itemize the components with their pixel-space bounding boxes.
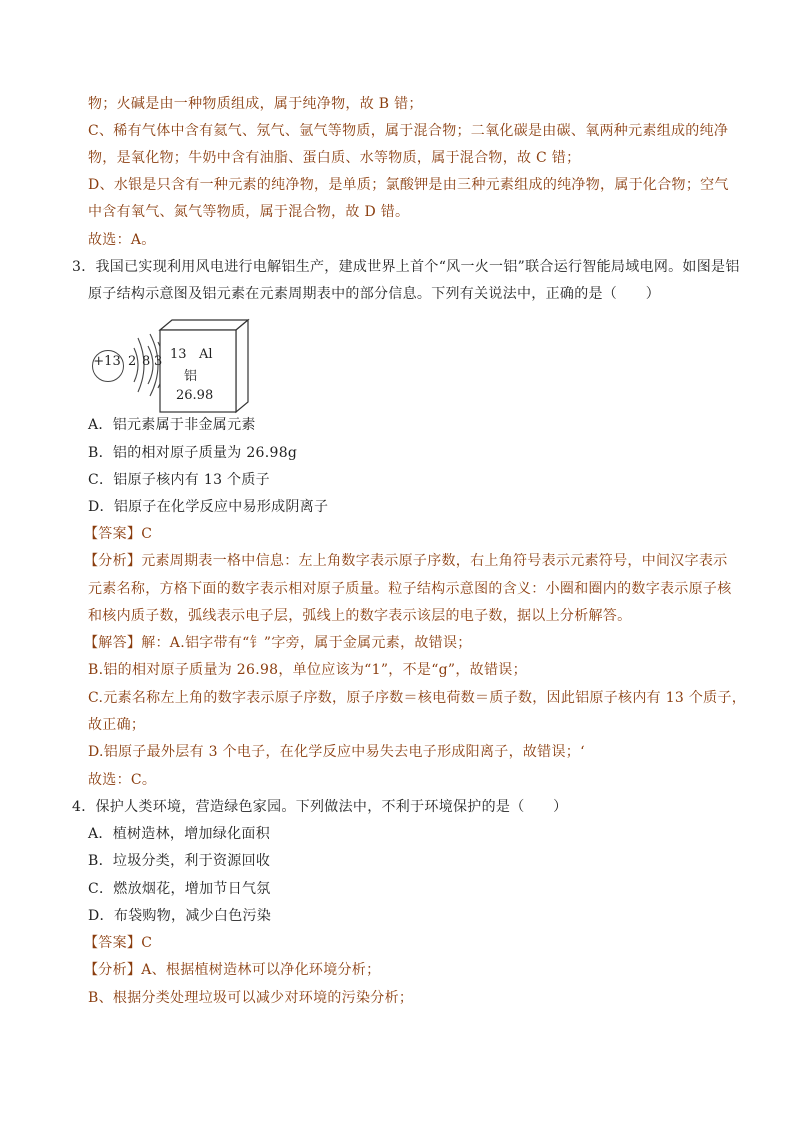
q3-analysis-line-1: 【分析】元素周期表一格中信息：左上角数字表示原子序数，右上角符号表示元素符号，中间汉字表示 [84, 553, 728, 569]
prev-choice-line: 故选：A。 [88, 232, 156, 248]
q3-option-c: C．铝原子核内有 13 个质子 [88, 472, 270, 488]
prev-explanation-line-3: 物，是氧化物；牛奶中含有油脂、蛋白质、水等物质，属于混合物，故 C 错； [88, 150, 581, 166]
q3-answer: 【答案】C [84, 526, 153, 542]
prev-explanation-line-1: 物；火碱是由一种物质组成，属于纯净物，故 B 错； [88, 96, 423, 112]
q4-option-a: A．植树造林，增加绿化面积 [88, 826, 271, 842]
q3-solution-line-3: C.元素名称左上角的数字表示原子序数，原子序数＝核电荷数＝质子数，因此铝原子核内有 13 个质子， [88, 690, 747, 706]
q4-analysis-line-2: B、根据分类处理垃圾可以减少对环境的污染分析； [88, 990, 414, 1006]
q4-option-b: B．垃圾分类，利于资源回收 [88, 853, 271, 869]
q3-analysis-line-2: 元素名称，方格下面的数字表示相对原子质量。粒子结构示意图的含义：小圈和圈内的数字表示原子核 [88, 581, 732, 597]
aluminum-structure-diagram [88, 314, 278, 414]
q3-solution-line-4: 故正确； [88, 717, 146, 733]
nucleus-charge: +13 [93, 354, 121, 369]
q4-stem: 4．保护人类环境，营造绿色家园。下列做法中，不利于环境保护的是（ ） [72, 799, 568, 815]
q3-stem-line-1: 3．我国已实现利用风电进行电解铝生产，建成世界上首个“风一火一铝”联合运行智能局域电网。如图是铝 [72, 259, 740, 275]
q3-stem-line-2: 原子结构示意图及铝元素在元素周期表中的部分信息。下列有关说法中，正确的是（ ） [88, 286, 660, 302]
tile-atomic-number: 13 [170, 347, 187, 362]
prev-explanation-line-5: 中含有氧气、氮气等物质，属于混合物，故 D 错。 [88, 204, 410, 220]
q4-analysis-line-1: 【分析】A、根据植树造林可以净化环境分析； [84, 962, 381, 978]
shell-3-electrons: 3 [154, 354, 163, 369]
tile-atomic-mass: 26.98 [176, 388, 214, 403]
q3-option-d: D．铝原子在化学反应中易形成阴离子 [88, 499, 329, 515]
q3-solution-line-5: D.铝原子最外层有 3 个电子，在化学反应中易失去电子形成阳离子，故错误；‘ [88, 744, 585, 760]
q3-solution-line-1: 【解答】解：A.铝字带有“钅”字旁，属于金属元素，故错误； [84, 635, 472, 651]
tile-element-symbol: Al [199, 347, 213, 362]
q4-option-c: C．燃放烟花，增加节日气氛 [88, 881, 271, 897]
shell-2-electrons: 8 [142, 354, 151, 369]
tile-element-name: 铝 [184, 369, 198, 384]
prev-explanation-line-4: D、水银是只含有一种元素的纯净物，是单质；氯酸钾是由三种元素组成的纯净物，属于化合物；空气 [88, 177, 729, 193]
q3-analysis-line-3: 和核内质子数，弧线表示电子层，弧线上的数字表示该层的电子数，据以上分析解答。 [88, 608, 632, 624]
shell-1-electrons: 2 [128, 354, 137, 369]
prev-explanation-line-2: C、稀有气体中含有氦气、氖气、氩气等物质，属于混合物；二氧化碳是由碳、氧两种元素组成的纯净 [88, 123, 729, 139]
q3-final-choice: 故选：C。 [88, 772, 157, 788]
q3-option-b: B．铝的相对原子质量为 26.98g [88, 445, 298, 461]
q3-solution-line-2: B.铝的相对原子质量为 26.98，单位应该为“1”，不是“g”，故错误； [88, 662, 527, 678]
q4-option-d: D．布袋购物，减少白色污染 [88, 908, 272, 924]
q4-answer: 【答案】C [84, 935, 153, 951]
q3-option-a: A．铝元素属于非金属元素 [88, 417, 256, 433]
